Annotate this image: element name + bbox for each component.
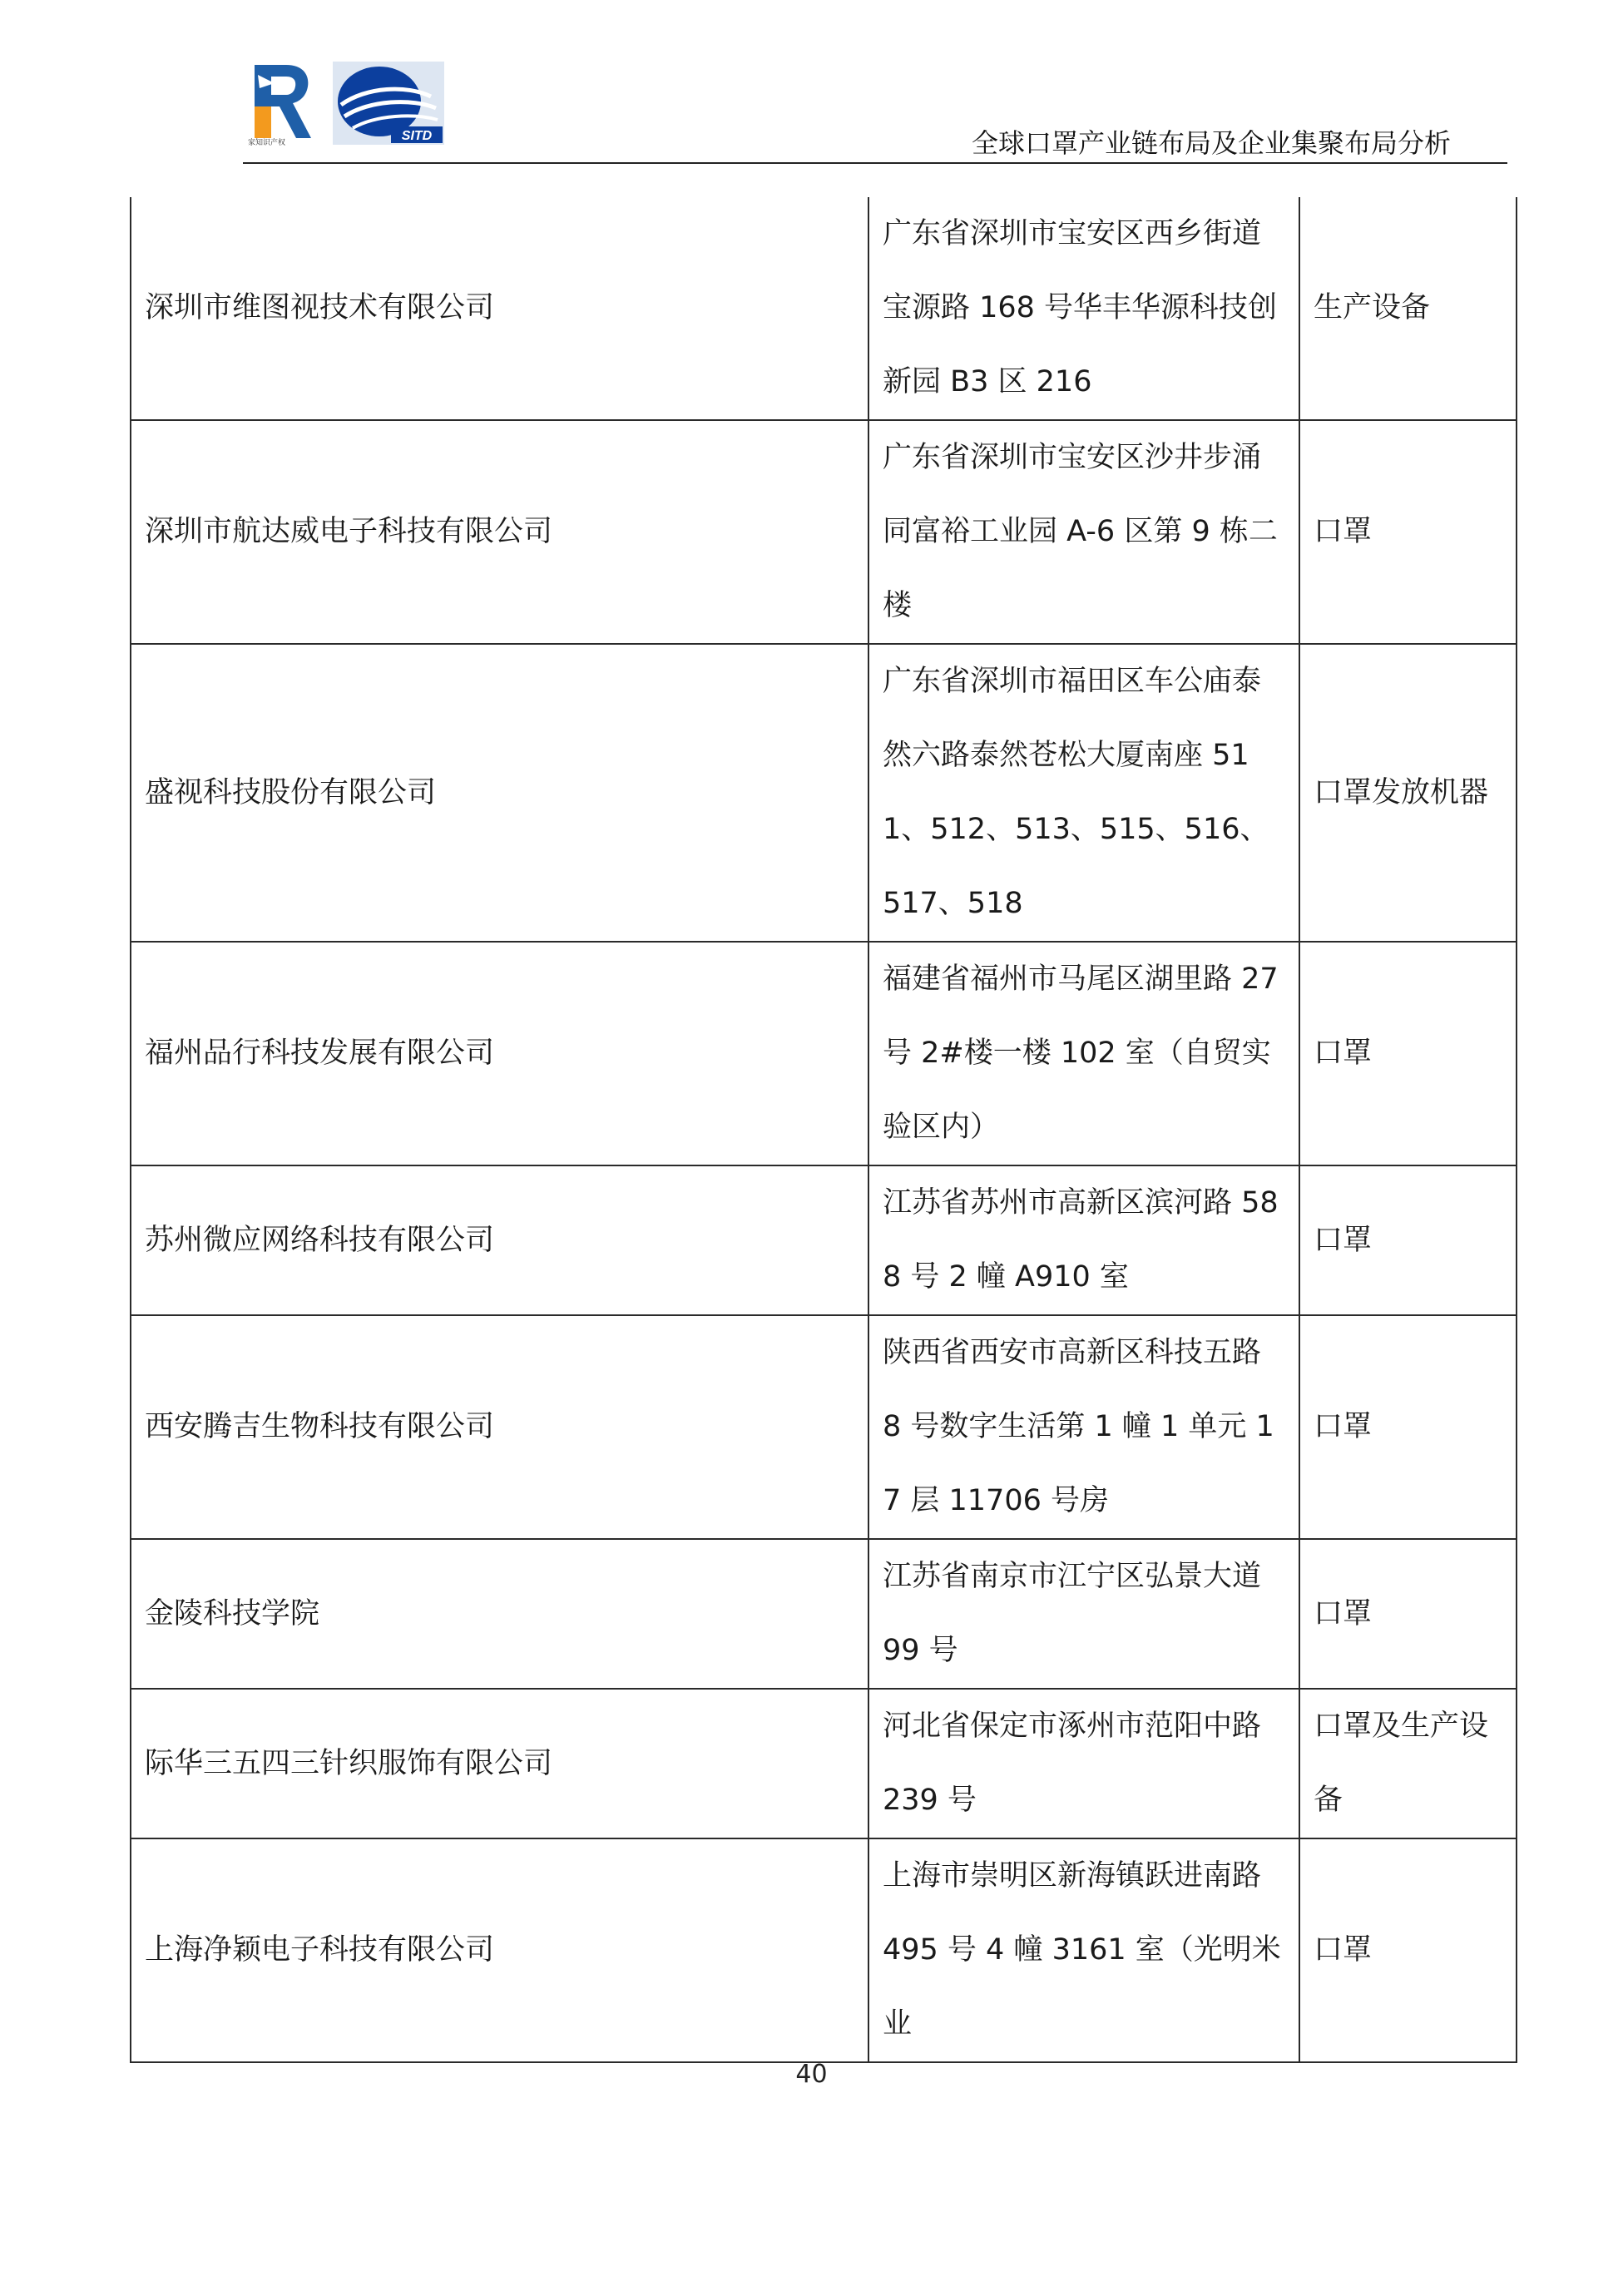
company-address-cell: 江苏省南京市江宁区弘景大道 99 号 (868, 1539, 1299, 1689)
company-name-cell: 福州品行科技发展有限公司 (131, 942, 868, 1165)
blue-globe-logo-icon (333, 62, 444, 145)
company-product-cell: 口罩 (1299, 1539, 1517, 1689)
company-product-cell: 生产设备 (1299, 197, 1517, 420)
company-product-cell: 口罩及生产设备 (1299, 1689, 1517, 1838)
company-name-cell: 深圳市维图视技术有限公司 (131, 197, 868, 420)
company-address-cell: 广东省深圳市宝安区西乡街道宝源路 168 号华丰华源科技创新园 B3 区 216 (868, 197, 1299, 420)
table-row (131, 197, 1517, 420)
table-row (131, 1689, 1517, 1838)
company-product-cell: 口罩发放机器 (1299, 644, 1517, 942)
page-header (0, 0, 1623, 166)
logo-sitd-text: SITD (401, 129, 433, 143)
company-product-cell: 口罩 (1299, 1165, 1517, 1315)
header-divider (243, 162, 1507, 164)
company-address-cell: 江苏省苏州市高新区滨河路 588 号 2 幢 A910 室 (868, 1165, 1299, 1315)
company-table-body (131, 197, 1517, 2062)
table-row (131, 942, 1517, 1165)
page-title: 全球口罩产业链布局及企业集聚布局分析 (972, 127, 1452, 159)
company-product-cell: 口罩 (1299, 942, 1517, 1165)
company-address-cell: 广东省深圳市福田区车公庙泰然六路泰然苍松大厦南座 511、512、513、515、516、517、518 (868, 644, 1299, 942)
page-number: 40 (795, 2060, 828, 2089)
company-product-cell: 口罩 (1299, 420, 1517, 644)
company-table (130, 197, 1517, 2063)
company-product-cell: 口罩 (1299, 1838, 1517, 2062)
company-name-cell: 西安腾吉生物科技有限公司 (131, 1315, 868, 1539)
company-name-cell: 盛视科技股份有限公司 (131, 644, 868, 942)
company-address-cell: 福建省福州市马尾区湖里路 27 号 2#楼一楼 102 室（自贸实验区内） (868, 942, 1299, 1165)
table-row (131, 1315, 1517, 1539)
company-name-cell: 深圳市航达威电子科技有限公司 (131, 420, 868, 644)
company-address-cell: 广东省深圳市宝安区沙井步涌同富裕工业园 A-6 区第 9 栋二楼 (868, 420, 1299, 644)
logo-caption: 家知识产权 (248, 139, 286, 147)
company-name-cell: 上海净颖电子科技有限公司 (131, 1838, 868, 2062)
company-product-cell: 口罩 (1299, 1315, 1517, 1539)
table-row (131, 1838, 1517, 2062)
company-name-cell: 际华三五四三针织服饰有限公司 (131, 1689, 868, 1838)
company-address-cell: 陕西省西安市高新区科技五路 8 号数字生活第 1 幢 1 单元 17 层 11706 号房 (868, 1315, 1299, 1539)
table-row (131, 644, 1517, 942)
company-address-cell: 河北省保定市涿州市范阳中路 239 号 (868, 1689, 1299, 1838)
table-row (131, 1539, 1517, 1689)
table-row (131, 1165, 1517, 1315)
company-address-cell: 上海市崇明区新海镇跃进南路 495 号 4 幢 3161 室（光明米业 (868, 1838, 1299, 2062)
company-name-cell: 金陵科技学院 (131, 1539, 868, 1689)
company-name-cell: 苏州微应网络科技有限公司 (131, 1165, 868, 1315)
table-row (131, 420, 1517, 644)
